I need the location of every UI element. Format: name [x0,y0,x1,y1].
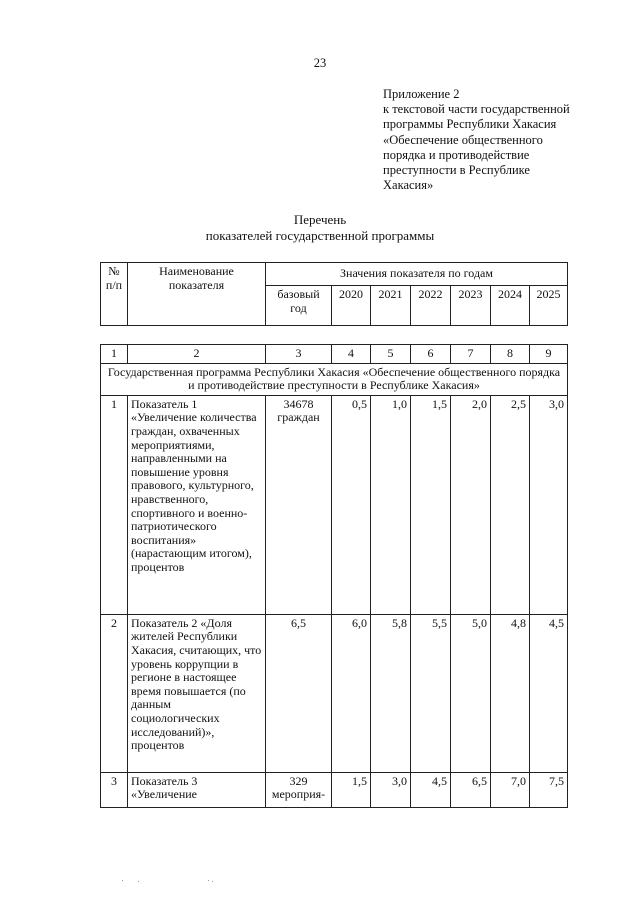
document-title-line2: показателей государственной программы [205,228,435,243]
appendix-line: к текстовой части государственной [383,102,570,117]
header-year: 2024 [491,286,530,326]
page-number: 23 [313,56,327,70]
row-indicator-name: Показатель 1 «Увеличение количества граждан, охваченных мероприятиями, направленными на повышение уровня правового, культурного, нравственного, спортивного и военно-патриотического воспитания» (нарастающим итогом), процентов [128,395,266,614]
header-year: 2021 [371,286,411,326]
column-number: 9 [530,345,568,364]
indicators-table [100,262,568,808]
header-base-year: базовый год [266,286,332,326]
table-row [101,614,568,772]
row-base-value: 329 мероприя- [266,772,332,807]
appendix-line: преступности в Республике [383,163,530,178]
column-number: 4 [332,345,371,364]
header-num: № п/п [101,263,128,326]
row-num: 1 [101,395,128,614]
row-value: 5,5 [411,614,451,772]
header-values-group: Значения показателя по годам [266,263,568,286]
row-value: 6,5 [451,772,491,807]
appendix-line: программы Республики Хакасия [383,117,557,132]
header-year: 2025 [530,286,568,326]
row-base-value: 34678 граждан [266,395,332,614]
appendix-line: Приложение 2 [383,87,460,101]
column-number: 5 [371,345,411,364]
header-year: 2020 [332,286,371,326]
column-number: 3 [266,345,332,364]
appendix-line: Хакасия» [383,178,434,193]
row-value: 3,0 [371,772,411,807]
appendix-line: порядка и противодействие [383,147,530,162]
column-number: 6 [411,345,451,364]
column-number: 1 [101,345,128,364]
row-value: 1,0 [371,395,411,614]
row-indicator-name: Показатель 3 «Увеличение [128,772,266,807]
row-value: 0,5 [332,395,371,614]
row-value: 7,0 [491,772,530,807]
row-num: 3 [101,772,128,807]
document-title-line1: Перечень [293,212,347,227]
row-value: 4,5 [530,614,568,772]
appendix-line: «Обеспечение общественного [383,132,543,147]
document-title [0,212,640,244]
row-value: 2,0 [451,395,491,614]
program-row: Государственная программа Республики Хакасия «Обеспечение общественного порядка и противодействие преступности в Республике Хакасия» [101,363,568,395]
header-year: 2023 [451,286,491,326]
row-value: 1,5 [411,395,451,614]
header-name: Наименование показателя [128,263,266,326]
header-year: 2022 [411,286,451,326]
row-value: 4,8 [491,614,530,772]
column-number: 7 [451,345,491,364]
row-value: 6,0 [332,614,371,772]
table-row [101,395,568,614]
row-value: 2,5 [491,395,530,614]
column-number: 8 [491,345,530,364]
appendix-block [383,87,623,193]
row-value: 1,5 [332,772,371,807]
row-value: 5,0 [451,614,491,772]
row-base-value: 6,5 [266,614,332,772]
row-value: 5,8 [371,614,411,772]
column-number: 2 [128,345,266,364]
table-gap [101,326,568,345]
table-row [101,772,568,807]
row-indicator-name: Показатель 2 «Доля жителей Республики Хакасия, считающих, что уровень коррупции в регионе в настоящее время повышается (по данным социологических исследований)», процентов [128,614,266,772]
row-value: 7,5 [530,772,568,807]
scan-artifact [120,880,220,882]
row-value: 3,0 [530,395,568,614]
row-value: 4,5 [411,772,451,807]
row-num: 2 [101,614,128,772]
